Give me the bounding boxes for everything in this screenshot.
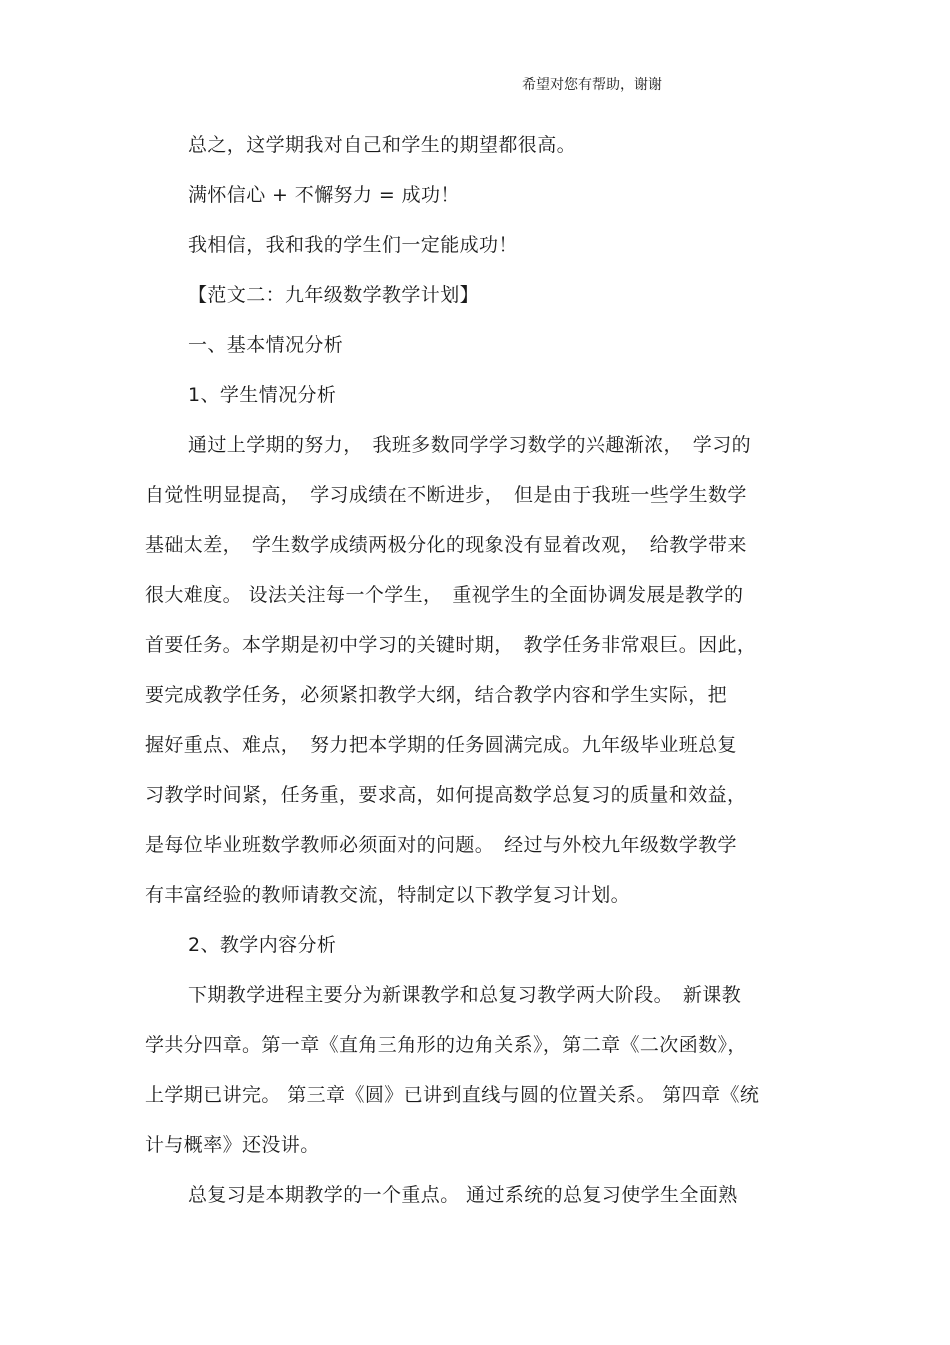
paragraph-line: 学共分四章。第一章《直角三角形的边角关系》，第二章《二次函数》，: [145, 1034, 747, 1056]
paragraph-line: 有丰富经验的教师请教交流，特制定以下教学复习计划。: [145, 884, 631, 906]
paragraph-line: 总复习是本期教学的一个重点。 通过系统的总复习使学生全面熟: [188, 1184, 738, 1206]
header-note: 希望对您有帮助，谢谢: [522, 77, 662, 93]
paragraph-line: 自觉性明显提高， 学习成绩在不断进步， 但是由于我班一些学生数学: [145, 484, 747, 506]
paragraph-line: 握好重点、难点， 努力把本学期的任务圆满完成。九年级毕业班总复: [145, 734, 737, 756]
paragraph-line: 基础太差， 学生数学成绩两极分化的现象没有显着改观， 给教学带来: [145, 534, 747, 556]
paragraph-line: 要完成教学任务，必须紧扣教学大纲，结合教学内容和学生实际，把: [145, 684, 728, 706]
section-title: 【范文二：九年级数学教学计划】: [188, 284, 480, 306]
heading: 一、基本情况分析: [188, 334, 344, 356]
paragraph-line: 习教学时间紧，任务重，要求高，如何提高数学总复习的质量和效益，: [145, 784, 747, 806]
paragraph-line: 上学期已讲完。 第三章《圆》已讲到直线与圆的位置关系。 第四章《统: [145, 1084, 760, 1106]
paragraph-line: 计与概率》还没讲。: [145, 1134, 320, 1156]
subheading: 2、教学内容分析: [188, 934, 337, 956]
paragraph-line: 总之，这学期我对自己和学生的期望都很高。: [188, 134, 577, 156]
paragraph-line: 很大难度。 设法关注每一个学生， 重视学生的全面协调发展是教学的: [145, 584, 744, 606]
paragraph-line: 通过上学期的努力， 我班多数同学学习数学的兴趣渐浓， 学习的: [188, 434, 752, 456]
paragraph-line: 我相信，我和我的学生们一定能成功！: [188, 234, 518, 256]
paragraph-line: 下期教学进程主要分为新课教学和总复习教学两大阶段。 新课教: [188, 984, 742, 1006]
paragraph-line: 首要任务。本学期是初中学习的关键时期， 教学任务非常艰巨。因此，: [145, 634, 757, 656]
subheading: 1、学生情况分析: [188, 384, 337, 406]
paragraph-line: 满怀信心 + 不懈努力 = 成功！: [188, 184, 460, 206]
paragraph-line: 是每位毕业班数学教师必须面对的问题。 经过与外校九年级数学教学: [145, 834, 737, 856]
